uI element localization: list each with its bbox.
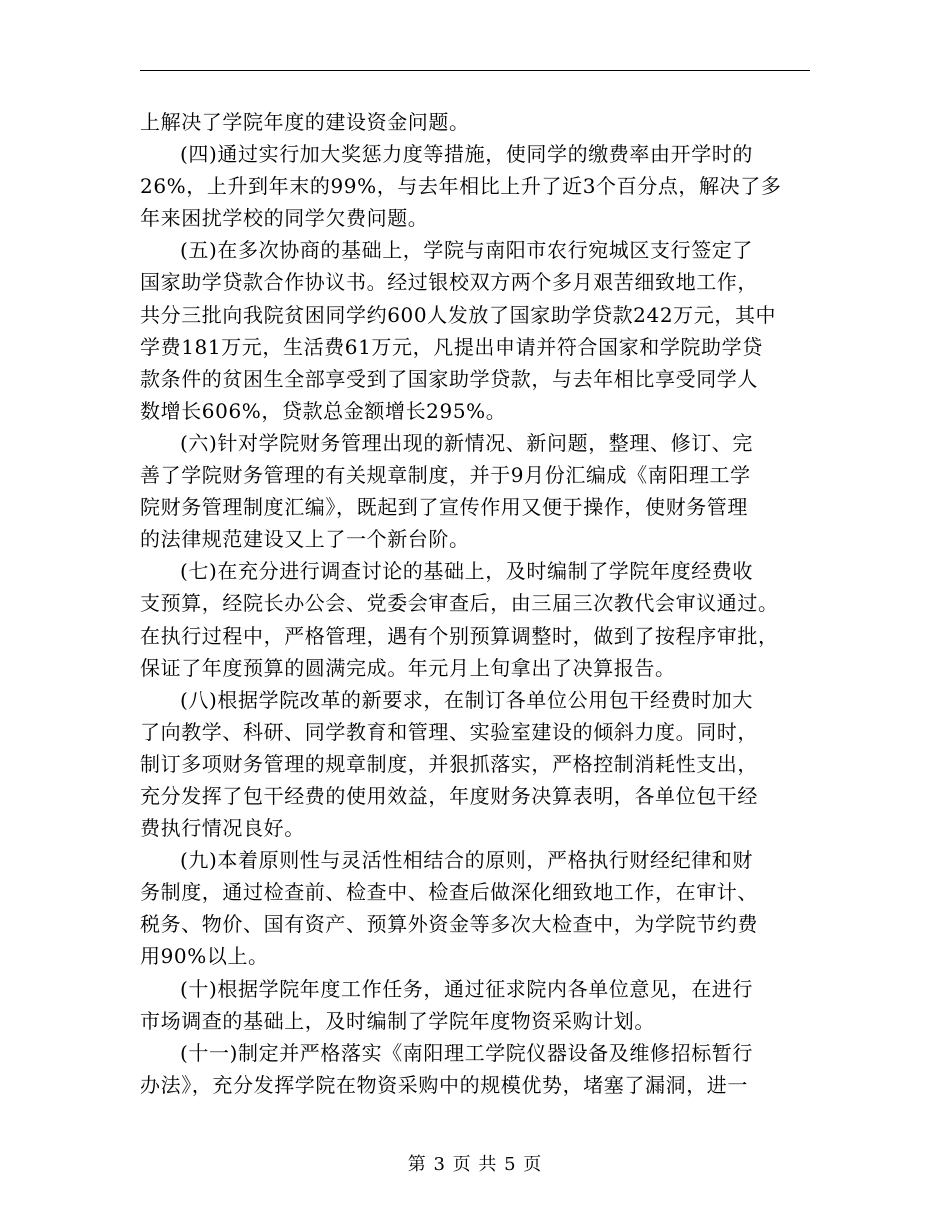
text-line: (八)根据学院改革的新要求，在制订各单位公用包干经费时加大 [180, 687, 754, 712]
text-line: 共分三批向我院贫困同学约600人发放了国家助学贷款242万元，其中 [140, 302, 777, 327]
paragraph-p5 [140, 234, 812, 427]
page-footer: 第 3 页 共 5 页 [407, 1154, 543, 1175]
text-line: 26%，上升到年末的99%，与去年相比上升了近3个百分点，解决了多 [140, 174, 782, 199]
paragraph-p11 [140, 1037, 812, 1101]
text-line: (十)根据学院年度工作任务，通过征求院内各单位意见，在进行 [180, 976, 754, 1001]
text-line: 办法》，充分发挥学院在物资采购中的规模优势，堵塞了漏洞，进一 [140, 1072, 748, 1097]
text-line: 学费181万元，生活费61万元，凡提出申请并符合国家和学院助学贷 [140, 334, 763, 359]
paragraph-p4 [140, 138, 812, 234]
text-line: 市场调查的基础上，及时编制了学院年度物资采购计划。 [140, 1008, 655, 1033]
paragraph-p8 [140, 684, 812, 844]
text-line: 院财务管理制度汇编》，既起到了宣传作用又便于操作，使财务管理 [140, 495, 748, 520]
text-line: 在执行过程中，严格管理，遇有个别预算调整时，做到了按程序审批， [140, 623, 779, 648]
text-line: (十一)制定并严格落实《南阳理工学院仪器设备及维修招标暂行 [180, 1040, 754, 1065]
text-line: 款条件的贫困生全部享受到了国家助学贷款，与去年相比享受同学人 [140, 366, 758, 391]
text-line: 税务、物价、国有资产、预算外资金等多次大检查中，为学院节约费 [140, 912, 758, 937]
text-line: 制订多项财务管理的规章制度，并狠抓落实，严格控制消耗性支出， [140, 751, 758, 776]
text-line: 善了学院财务管理的有关规章制度，并于9月份汇编成《南阳理工学 [140, 463, 751, 488]
text-line: 保证了年度预算的圆满完成。年元月上旬拿出了决算报告。 [140, 655, 676, 680]
paragraph-p9 [140, 844, 812, 972]
header-rule [140, 70, 810, 71]
text-line: 用90%以上。 [140, 944, 269, 969]
text-line: 的法律规范建设又上了一个新台阶。 [140, 527, 470, 552]
text-line: 支预算，经院长办公会、党委会审查后，由三届三次教代会审议通过。 [140, 591, 779, 616]
paragraph-p6 [140, 427, 812, 555]
text-line: 务制度，通过检查前、检查中、检查后做深化细致地工作，在审计、 [140, 880, 758, 905]
text-line: 年来困扰学校的同学欠费问题。 [140, 206, 429, 231]
text-line: 数增长606%，贷款总金额增长295%。 [140, 398, 507, 423]
text-line: 国家助学贷款合作协议书。经过银校双方两个多月艰苦细致地工作， [140, 270, 758, 295]
text-line: (六)针对学院财务管理出现的新情况、新问题，整理、修订、完 [180, 430, 754, 455]
text-line: 了向教学、科研、同学教育和管理、实验室建设的倾斜力度。同时， [140, 719, 758, 744]
text-line: (四)通过实行加大奖惩力度等措施，使同学的缴费率由开学时的 [180, 142, 754, 167]
text-line: 充分发挥了包干经费的使用效益，年度财务决算表明，各单位包干经 [140, 783, 758, 808]
document-body [140, 106, 812, 1101]
text-line: (九)本着原则性与灵活性相结合的原则，严格执行财经纪律和财 [180, 848, 754, 873]
paragraph-p7 [140, 555, 812, 683]
paragraph-p10 [140, 973, 812, 1037]
text-line: 费执行情况良好。 [140, 816, 305, 841]
text-line: (五)在多次协商的基础上，学院与南阳市农行宛城区支行签定了 [180, 238, 754, 263]
paragraph-p0 [140, 106, 812, 138]
text-line: 上解决了学院年度的建设资金问题。 [140, 110, 470, 134]
text-line: (七)在充分进行调查讨论的基础上，及时编制了学院年度经费收 [180, 559, 754, 584]
